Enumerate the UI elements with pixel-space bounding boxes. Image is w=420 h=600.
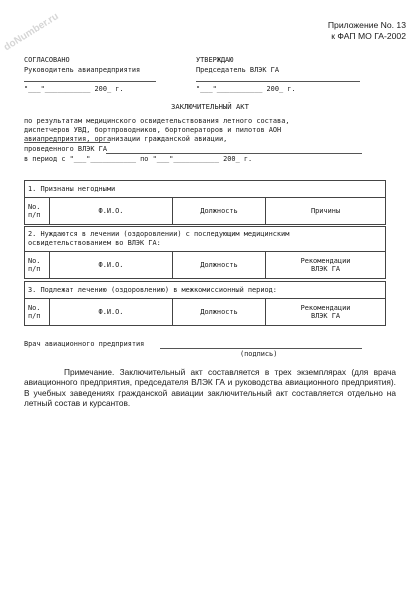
intro-line-2: диспетчеров УВД, бортпроводников, бортоператоров и пилотов АОН bbox=[24, 126, 282, 134]
column-recommendations-sublabel: ВЛЭК ГА bbox=[310, 312, 341, 320]
column-number-sublabel: п/п bbox=[28, 265, 41, 273]
column-number bbox=[25, 299, 50, 326]
column-number-sublabel: п/п bbox=[28, 211, 41, 219]
approval-right-signature-line bbox=[196, 81, 360, 82]
appendix-reference: к ФАП МО ГА-2002 bbox=[331, 31, 406, 41]
column-number-label: No. bbox=[28, 304, 41, 312]
intro-line-3: авиапредприятия, организации гражданской авиации, bbox=[24, 135, 228, 143]
section-2-title-line-2: освидетельствованием во ВЛЭК ГА: bbox=[28, 239, 161, 247]
intro-line-1: по результатам медицинского освидетельствования летного состава, bbox=[24, 117, 290, 125]
column-recommendations-label: Рекомендации bbox=[300, 257, 351, 265]
section-1-table bbox=[24, 180, 386, 225]
column-number-label: No. bbox=[28, 257, 41, 265]
approval-left-title: СОГЛАСОВАНО bbox=[24, 56, 70, 64]
column-full-name: Ф.И.О. bbox=[50, 252, 173, 279]
column-number bbox=[25, 198, 50, 225]
section-1-title: 1. Признаны негодными bbox=[25, 181, 386, 198]
commission-name-line bbox=[106, 153, 362, 154]
approval-right-title: УТВЕРЖДАЮ bbox=[196, 56, 234, 64]
column-recommendations-label: Рекомендации bbox=[300, 304, 351, 312]
signature-hint: (подпись) bbox=[240, 350, 278, 358]
column-recommendations-sublabel: ВЛЭК ГА bbox=[310, 265, 341, 273]
column-full-name: Ф.И.О. bbox=[50, 198, 173, 225]
column-number-label: No. bbox=[28, 203, 41, 211]
signature-label: Врач авиационного предприятия bbox=[24, 340, 145, 348]
column-number-sublabel: п/п bbox=[28, 312, 41, 320]
approval-right-date: "___"___________ 200_ г. bbox=[196, 85, 296, 93]
column-reasons: Причины bbox=[266, 198, 386, 225]
section-3-title: 3. Подлежат лечению (оздоровлению) в межкомиссионный период: bbox=[25, 282, 386, 299]
column-number bbox=[25, 252, 50, 279]
section-2-table bbox=[24, 226, 386, 279]
approval-left-signature-line bbox=[24, 81, 156, 82]
approval-left-role: Руководитель авиапредприятия bbox=[24, 66, 141, 74]
signature-line bbox=[160, 348, 362, 349]
intro-line-5: в период с "___"___________ по "___"___________ 200_ г. bbox=[24, 155, 253, 163]
approval-right-role: Председатель ВЛЭК ГА bbox=[196, 66, 279, 74]
section-2-title-line-1: 2. Нуждаются в лечении (оздоровлении) с последующим медицинским bbox=[28, 230, 290, 238]
note-text: Примечание. Заключительный акт составляется в трех экземплярах (для врача авиационного предприятия, председателя ВЛЭК ГА и руководства авиационного предприятия). В учебных заведениях гражданской авиации заключительный акт составляется отдельно на летный состав и курсантов. bbox=[24, 367, 396, 408]
approval-left-date: "___"___________ 200_ г. bbox=[24, 85, 124, 93]
intro-line-4: проведенного ВЛЭК ГА bbox=[24, 145, 107, 153]
section-2-title bbox=[25, 227, 386, 252]
column-position: Должность bbox=[173, 252, 266, 279]
column-position: Должность bbox=[173, 299, 266, 326]
column-recommendations bbox=[266, 299, 386, 326]
column-full-name: Ф.И.О. bbox=[50, 299, 173, 326]
document-title: ЗАКЛЮЧИТЕЛЬНЫЙ АКТ bbox=[171, 102, 249, 111]
column-position: Должность bbox=[173, 198, 266, 225]
column-recommendations bbox=[266, 252, 386, 279]
watermark: doNumber.ru bbox=[2, 11, 61, 54]
appendix-number: Приложение No. 13 bbox=[327, 20, 406, 30]
section-3-table bbox=[24, 281, 386, 326]
